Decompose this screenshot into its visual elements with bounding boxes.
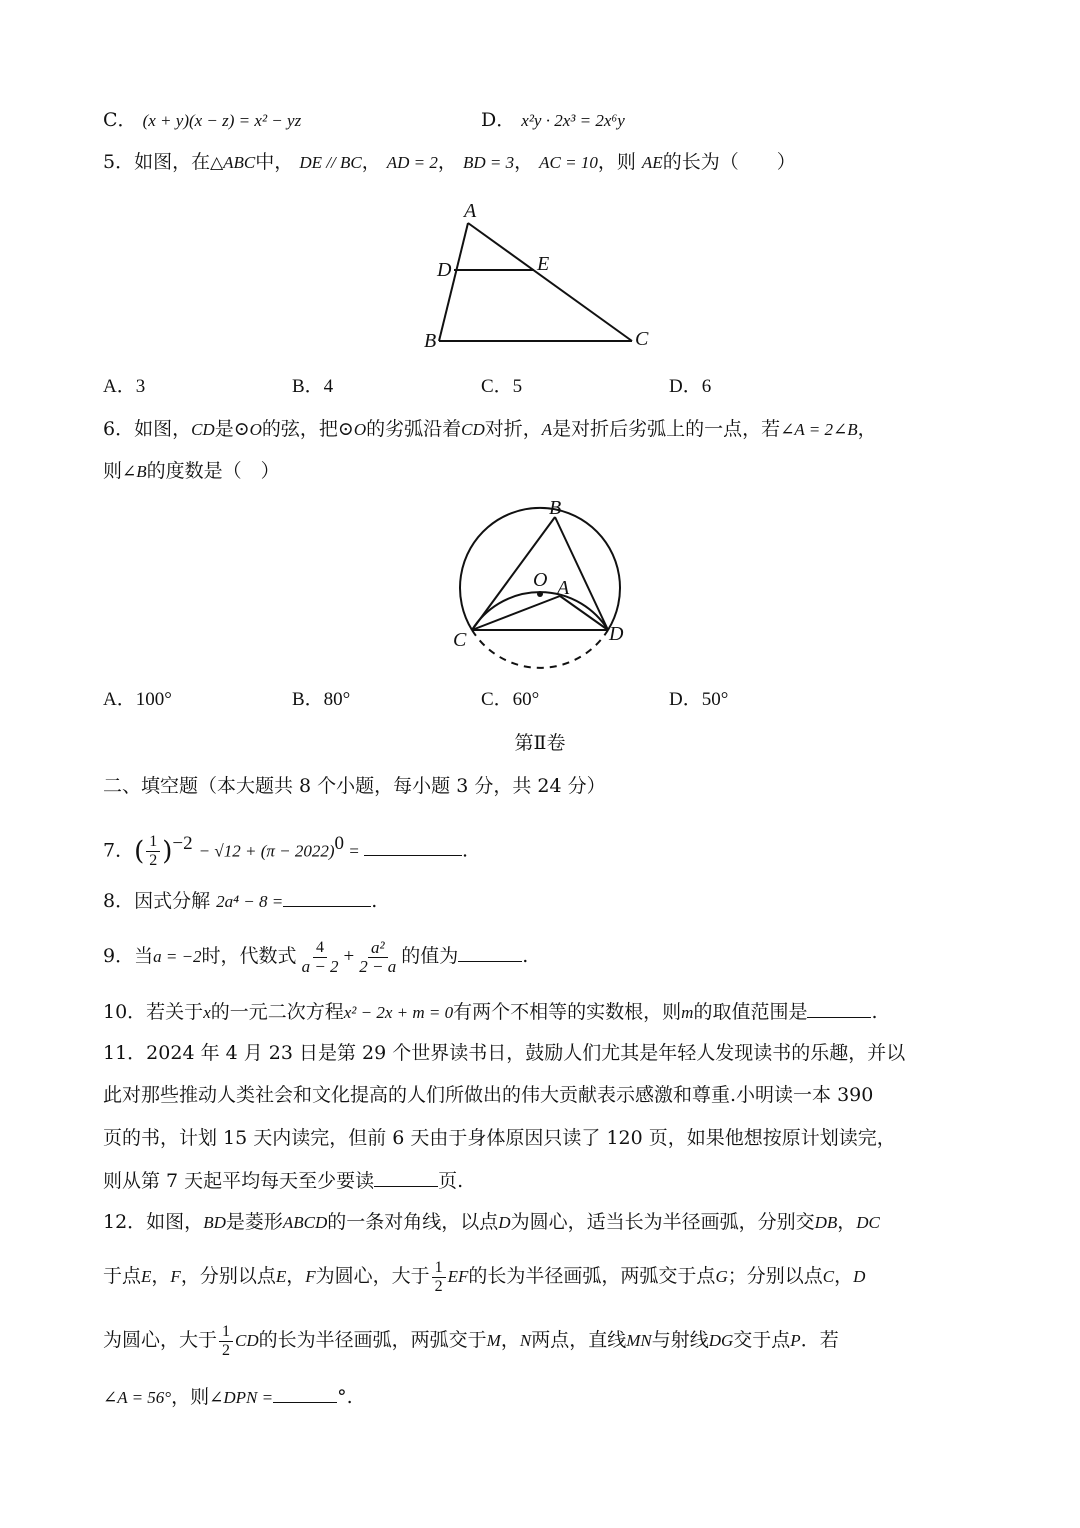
text: 两点，直线 xyxy=(531,1329,627,1351)
label-d: D xyxy=(609,623,624,645)
q5-stem xyxy=(103,148,796,177)
text: 交于点 xyxy=(733,1329,791,1351)
math: F xyxy=(170,1267,181,1286)
math: O xyxy=(249,420,262,439)
text: 是⊙ xyxy=(214,418,250,440)
q4-option-c xyxy=(103,106,301,135)
text: ° xyxy=(337,1386,347,1408)
q11-line3: 页的书，计划 15 天内读完，但前 6 天由于身体原因只读了 120 页，如果他想按原计划读完， xyxy=(103,1127,896,1149)
q6-option-d: D．50° xyxy=(669,689,729,710)
math: DE // BC xyxy=(299,153,362,172)
text: . xyxy=(522,945,529,967)
q5-option-d: D．6 xyxy=(669,376,712,397)
option-expression: (x + y)(x − z) = x² − yz xyxy=(142,111,302,130)
q12-line3 xyxy=(103,1317,839,1364)
label-b: B xyxy=(424,330,437,352)
label-c: C xyxy=(635,328,649,350)
math: − √12 + (π − 2022) xyxy=(198,841,335,861)
fraction xyxy=(146,833,160,870)
text: 12．如图， xyxy=(103,1211,204,1233)
folded-arc xyxy=(472,592,608,630)
math: DC xyxy=(856,1213,880,1232)
fraction xyxy=(432,1259,446,1296)
math: x xyxy=(203,1003,211,1022)
answer-blank[interactable] xyxy=(458,941,522,962)
text: 的长为（ ） xyxy=(662,151,796,173)
text: 的值为 xyxy=(401,945,459,967)
text: ， xyxy=(151,1265,171,1287)
paren: ( xyxy=(134,836,145,867)
math: F xyxy=(305,1267,316,1286)
math: = xyxy=(344,841,364,861)
math: M xyxy=(486,1331,501,1350)
text: 有两个不相等的实数根，则 xyxy=(453,1001,682,1023)
math: x² − 2x + m = 0 xyxy=(343,1003,454,1022)
q11-line4 xyxy=(103,1166,463,1195)
q6-circle-figure xyxy=(445,490,645,675)
fraction xyxy=(219,1323,233,1360)
text: 10．若关于 xyxy=(103,1001,204,1023)
text: ，则 xyxy=(597,151,636,173)
text: ， xyxy=(857,418,877,440)
text: 为圆心，大于 xyxy=(103,1329,218,1351)
text: 的度数是（ ） xyxy=(146,460,280,482)
fraction xyxy=(356,939,399,976)
text: 5．如图，在 xyxy=(103,151,211,173)
math: m xyxy=(681,1003,694,1022)
text: ， xyxy=(514,151,534,173)
text: 为圆心，大于 xyxy=(315,1265,430,1287)
q8 xyxy=(103,886,377,916)
text: 与射线 xyxy=(651,1329,709,1351)
q5-option-c: C．5 xyxy=(481,376,523,397)
math: E xyxy=(275,1267,287,1286)
q4-option-d xyxy=(481,106,625,135)
text: 于点 xyxy=(103,1265,142,1287)
math: DB xyxy=(814,1213,838,1232)
q11-line2: 此对那些推动人类社会和文化提高的人们所做出的伟大贡献表示感激和尊重.小明读一本 390 xyxy=(103,1084,874,1106)
answer-blank[interactable] xyxy=(364,835,462,856)
text: 的劣弧沿着 xyxy=(366,418,462,440)
side-ab xyxy=(439,223,468,341)
text: 的长为半径画弧，两弧交于 xyxy=(258,1329,487,1351)
text: ，分别以点 xyxy=(180,1265,276,1287)
q12-line2 xyxy=(103,1253,865,1300)
text: 中， xyxy=(255,151,294,173)
text: ， xyxy=(834,1265,854,1287)
text: . xyxy=(871,1001,878,1023)
label-e: E xyxy=(537,253,550,275)
math: ∠DPN = xyxy=(209,1388,274,1407)
answer-blank[interactable] xyxy=(273,1382,337,1403)
math: G xyxy=(715,1267,728,1286)
option-expression: x²y · 2x³ = 2x⁶y xyxy=(521,111,625,130)
text: 的一条对角线，以点 xyxy=(327,1211,499,1233)
label-b: B xyxy=(549,497,562,519)
math: ∠A = 2∠B xyxy=(780,420,858,439)
text: 的弦，把⊙ xyxy=(261,418,354,440)
q7 xyxy=(103,824,468,871)
label-a: A xyxy=(464,200,477,222)
section-heading: 二、填空题（本大题共 8 个小题，每小题 3 分，共 24 分） xyxy=(103,775,606,797)
exponent: 0 xyxy=(334,833,345,854)
label-a: A xyxy=(557,577,570,599)
math: MN xyxy=(626,1331,652,1350)
math: C xyxy=(822,1267,835,1286)
text: ， xyxy=(500,1329,520,1351)
text: 的一元二次方程 xyxy=(210,1001,344,1023)
math: BD xyxy=(203,1213,226,1232)
answer-blank[interactable] xyxy=(807,997,871,1018)
label-d: D xyxy=(437,259,452,281)
denominator: 2 − a xyxy=(359,956,397,976)
q11-line1: 11．2024 年 4 月 23 日是第 29 个世界读书日，鼓励人们尤其是年轻人发现读书的乐趣，并以 xyxy=(103,1042,906,1064)
q9 xyxy=(103,933,528,980)
math: EF xyxy=(447,1267,469,1286)
answer-blank[interactable] xyxy=(374,1166,438,1187)
math: CD xyxy=(191,420,215,439)
math: D xyxy=(853,1267,866,1286)
label-o: O xyxy=(533,569,548,591)
math: + xyxy=(343,946,355,967)
math: P xyxy=(790,1331,801,1350)
numerator: 1 xyxy=(146,833,160,852)
text: 则从第 7 天起平均每天至少要读 xyxy=(103,1170,375,1192)
q5-triangle-figure xyxy=(410,195,670,360)
math: ABCD xyxy=(282,1213,328,1232)
denominator: a − 2 xyxy=(301,956,339,976)
center-point-o xyxy=(537,591,543,597)
q10 xyxy=(103,997,878,1027)
text: 对折， xyxy=(484,418,542,440)
q6-option-c: C．60° xyxy=(481,689,540,710)
math: CD xyxy=(235,1331,259,1350)
q12-line1 xyxy=(103,1208,880,1237)
numerator: 1 xyxy=(219,1323,233,1342)
math: O xyxy=(353,420,367,439)
text: 9．当 xyxy=(103,945,154,967)
text: ，则 xyxy=(171,1386,210,1408)
math: N xyxy=(519,1331,532,1350)
q6-option-b: B．80° xyxy=(292,689,351,710)
option-label: D． xyxy=(481,109,516,131)
math: AE xyxy=(641,153,663,172)
numerator: a² xyxy=(368,939,388,958)
math: 2a⁴ − 8 = xyxy=(216,892,284,911)
text: ．若 xyxy=(800,1329,839,1351)
text: . xyxy=(371,890,378,912)
text: ；分别以点 xyxy=(727,1265,823,1287)
text: 是对折后劣弧上的一点，若 xyxy=(552,418,781,440)
math: E xyxy=(141,1267,152,1286)
math: CD xyxy=(461,420,485,439)
q6-stem-line1 xyxy=(103,415,877,444)
text: ， xyxy=(837,1211,857,1233)
math: DG xyxy=(708,1331,734,1350)
answer-blank[interactable] xyxy=(283,886,371,907)
q5-option-b: B．4 xyxy=(292,376,334,397)
math: AC = 10 xyxy=(539,153,598,172)
denominator: 2 xyxy=(434,1277,443,1295)
math: △ABC xyxy=(210,153,256,172)
text: 则 xyxy=(103,460,123,482)
text: 6．如图， xyxy=(103,418,192,440)
text: 时，代数式 xyxy=(201,945,297,967)
q6-option-a: A．100° xyxy=(103,689,172,710)
text: 的长为半径画弧，两弧交于点 xyxy=(468,1265,716,1287)
math: ∠B xyxy=(122,462,147,481)
text: 为圆心，适当长为半径画弧，分别交 xyxy=(510,1211,815,1233)
math: D xyxy=(498,1213,511,1232)
circle-minor-arc-dashed xyxy=(472,630,608,668)
q6-stem-line2 xyxy=(103,457,280,486)
text: 8．因式分解 xyxy=(103,890,217,912)
text: 是菱形 xyxy=(225,1211,283,1233)
math: BD = 3 xyxy=(462,153,515,172)
denominator: 2 xyxy=(222,1341,231,1359)
numerator: 1 xyxy=(432,1259,446,1278)
text: . xyxy=(462,839,469,862)
exponent: −2 xyxy=(172,833,193,854)
math: a = −2 xyxy=(153,947,202,966)
numerator: 4 xyxy=(313,939,327,958)
math: ∠A = 56° xyxy=(103,1388,172,1407)
text: ， xyxy=(286,1265,306,1287)
text: . xyxy=(346,1386,353,1408)
math: A xyxy=(541,420,553,439)
label-c: C xyxy=(453,629,467,651)
text: ， xyxy=(361,151,381,173)
denominator: 2 xyxy=(149,851,158,869)
option-label: C． xyxy=(103,109,137,131)
text: 的取值范围是 xyxy=(693,1001,808,1023)
question-number: 7． xyxy=(103,839,135,862)
q5-option-a: A．3 xyxy=(103,376,146,397)
side-ac xyxy=(468,223,632,341)
paren: ) xyxy=(162,836,173,867)
fraction xyxy=(299,939,342,976)
math: AD = 2 xyxy=(386,153,438,172)
volume-title: 第Ⅱ卷 xyxy=(514,732,566,754)
text: 页. xyxy=(438,1170,464,1192)
text: ， xyxy=(437,151,457,173)
q12-line4 xyxy=(103,1382,353,1412)
